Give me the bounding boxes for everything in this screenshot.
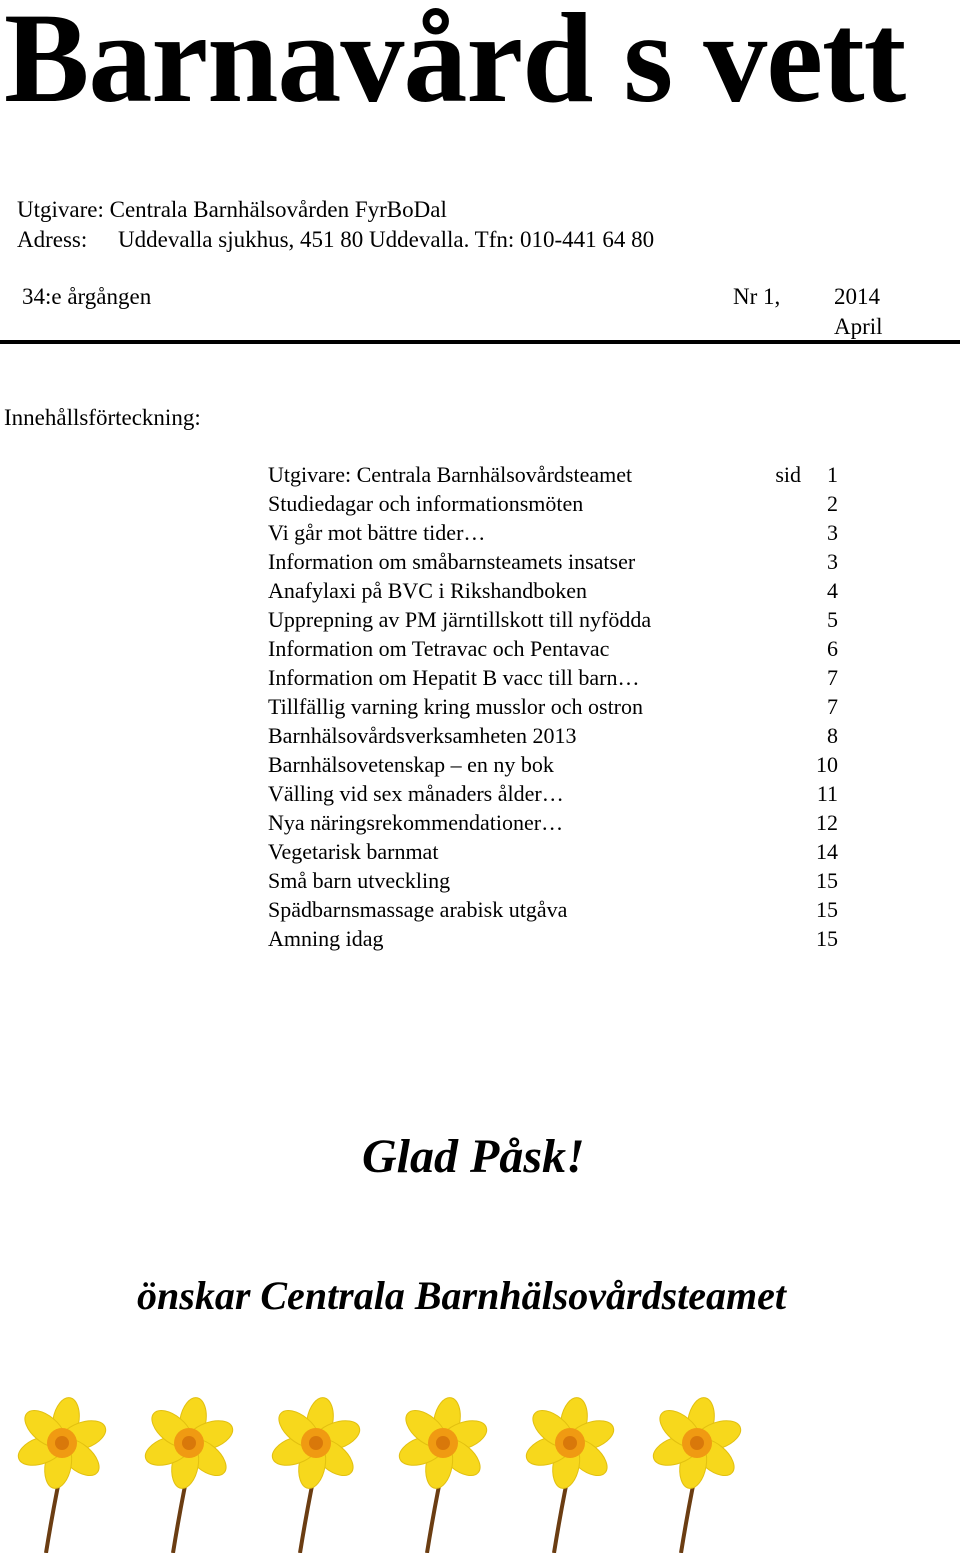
toc-row: [268, 692, 848, 721]
toc-entry-page: 1: [827, 462, 838, 487]
toc-entry-title: Vegetarisk barnmat: [268, 839, 439, 864]
toc-entry-title: Välling vid sex månaders ålder…: [268, 781, 564, 806]
address-label: Adress:: [17, 227, 88, 252]
toc-heading: Innehållsförteckning:: [4, 405, 201, 430]
toc-entry-page: 11: [816, 781, 838, 806]
greeting-title: Glad Påsk!: [362, 1130, 585, 1183]
address-value: Uddevalla sjukhus, 451 80 Uddevalla. Tfn: 010-441 64 80: [118, 227, 655, 252]
toc-row: [268, 866, 848, 895]
toc-entry-page: 14: [816, 839, 838, 864]
toc-row: [268, 924, 848, 953]
toc-entry-title: Spädbarnsmassage arabisk utgåva: [268, 897, 568, 922]
toc-entry-page: 8: [827, 723, 838, 748]
greeting-signature: önskar Centrala Barnhälsovårdsteamet: [137, 1273, 787, 1318]
toc-entry-page: 5: [827, 607, 838, 632]
toc-entry-title: Information om Hepatit B vacc till barn…: [268, 665, 640, 690]
toc-row: [268, 750, 848, 779]
toc-entry-title: Information om småbarnsteamets insatser: [268, 549, 636, 574]
toc-entry-page: 15: [816, 897, 838, 922]
toc-row: [268, 663, 848, 692]
toc-row: [268, 634, 848, 663]
toc-entry-title: Utgivare: Centrala Barnhälsovårdsteamet: [268, 462, 633, 487]
toc-row: [268, 837, 848, 866]
toc-entry-title: Amning idag: [268, 926, 384, 951]
daffodil-icon: [649, 1395, 744, 1553]
daffodil-icon: [268, 1395, 363, 1553]
toc-row: [268, 547, 848, 576]
issue-year: 2014: [834, 284, 880, 309]
toc-row: [268, 489, 848, 518]
issue-volume: 34:e årgången: [22, 284, 152, 309]
toc-row: [268, 605, 848, 634]
toc-row: [268, 808, 848, 837]
toc-entry-title: Nya näringsrekommendationer…: [268, 810, 564, 835]
toc-entry-page: 2: [827, 491, 838, 516]
table-of-contents: [268, 460, 848, 953]
toc-entry-page: 7: [827, 665, 838, 690]
toc-entry-title: Information om Tetravac och Pentavac: [268, 636, 610, 661]
toc-entry-page: 3: [827, 520, 838, 545]
toc-entry-title: Barnhälsovetenskap – en ny bok: [268, 752, 554, 777]
toc-entry-title: Barnhälsovårdsverksamheten 2013: [268, 723, 577, 748]
toc-row: [268, 895, 848, 924]
toc-row: [268, 721, 848, 750]
toc-entry-page: 4: [827, 578, 838, 603]
toc-row: [268, 518, 848, 547]
toc-entry-page: 3: [827, 549, 838, 574]
daffodil-icon: [522, 1395, 617, 1553]
toc-entry-title: Studiedagar och informationsmöten: [268, 491, 584, 516]
toc-entry-title: Vi går mot bättre tider…: [268, 520, 486, 545]
toc-entry-page: 12: [816, 810, 838, 835]
toc-entry-page: 10: [816, 752, 838, 777]
toc-row: [268, 576, 848, 605]
daffodil-row: [0, 1395, 960, 1553]
toc-entry-title: Anafylaxi på BVC i Rikshandboken: [268, 578, 587, 603]
daffodil-icon: [395, 1395, 490, 1553]
toc-row: [268, 460, 848, 489]
toc-entry-page: 7: [827, 694, 838, 719]
header-divider: [0, 340, 960, 344]
toc-entry-title: Upprepning av PM järntillskott till nyfödda: [268, 607, 652, 632]
publisher-line: Utgivare: Centrala Barnhälsovården FyrBoDal: [17, 197, 447, 222]
issue-month: April: [834, 314, 883, 339]
toc-entry-page: 15: [816, 926, 838, 951]
issue-number: Nr 1,: [733, 284, 781, 309]
masthead-title: Barnavård s vett: [4, 0, 906, 129]
toc-entry-title: Små barn utveckling: [268, 868, 451, 893]
daffodil-icon: [141, 1395, 236, 1553]
toc-entry-title: Tillfällig varning kring musslor och ostron: [268, 694, 644, 719]
daffodil-icon: [14, 1395, 109, 1553]
toc-entry-page: 15: [816, 868, 838, 893]
toc-sid-label: sid: [775, 462, 801, 487]
toc-row: [268, 779, 848, 808]
toc-entry-page: 6: [827, 636, 838, 661]
